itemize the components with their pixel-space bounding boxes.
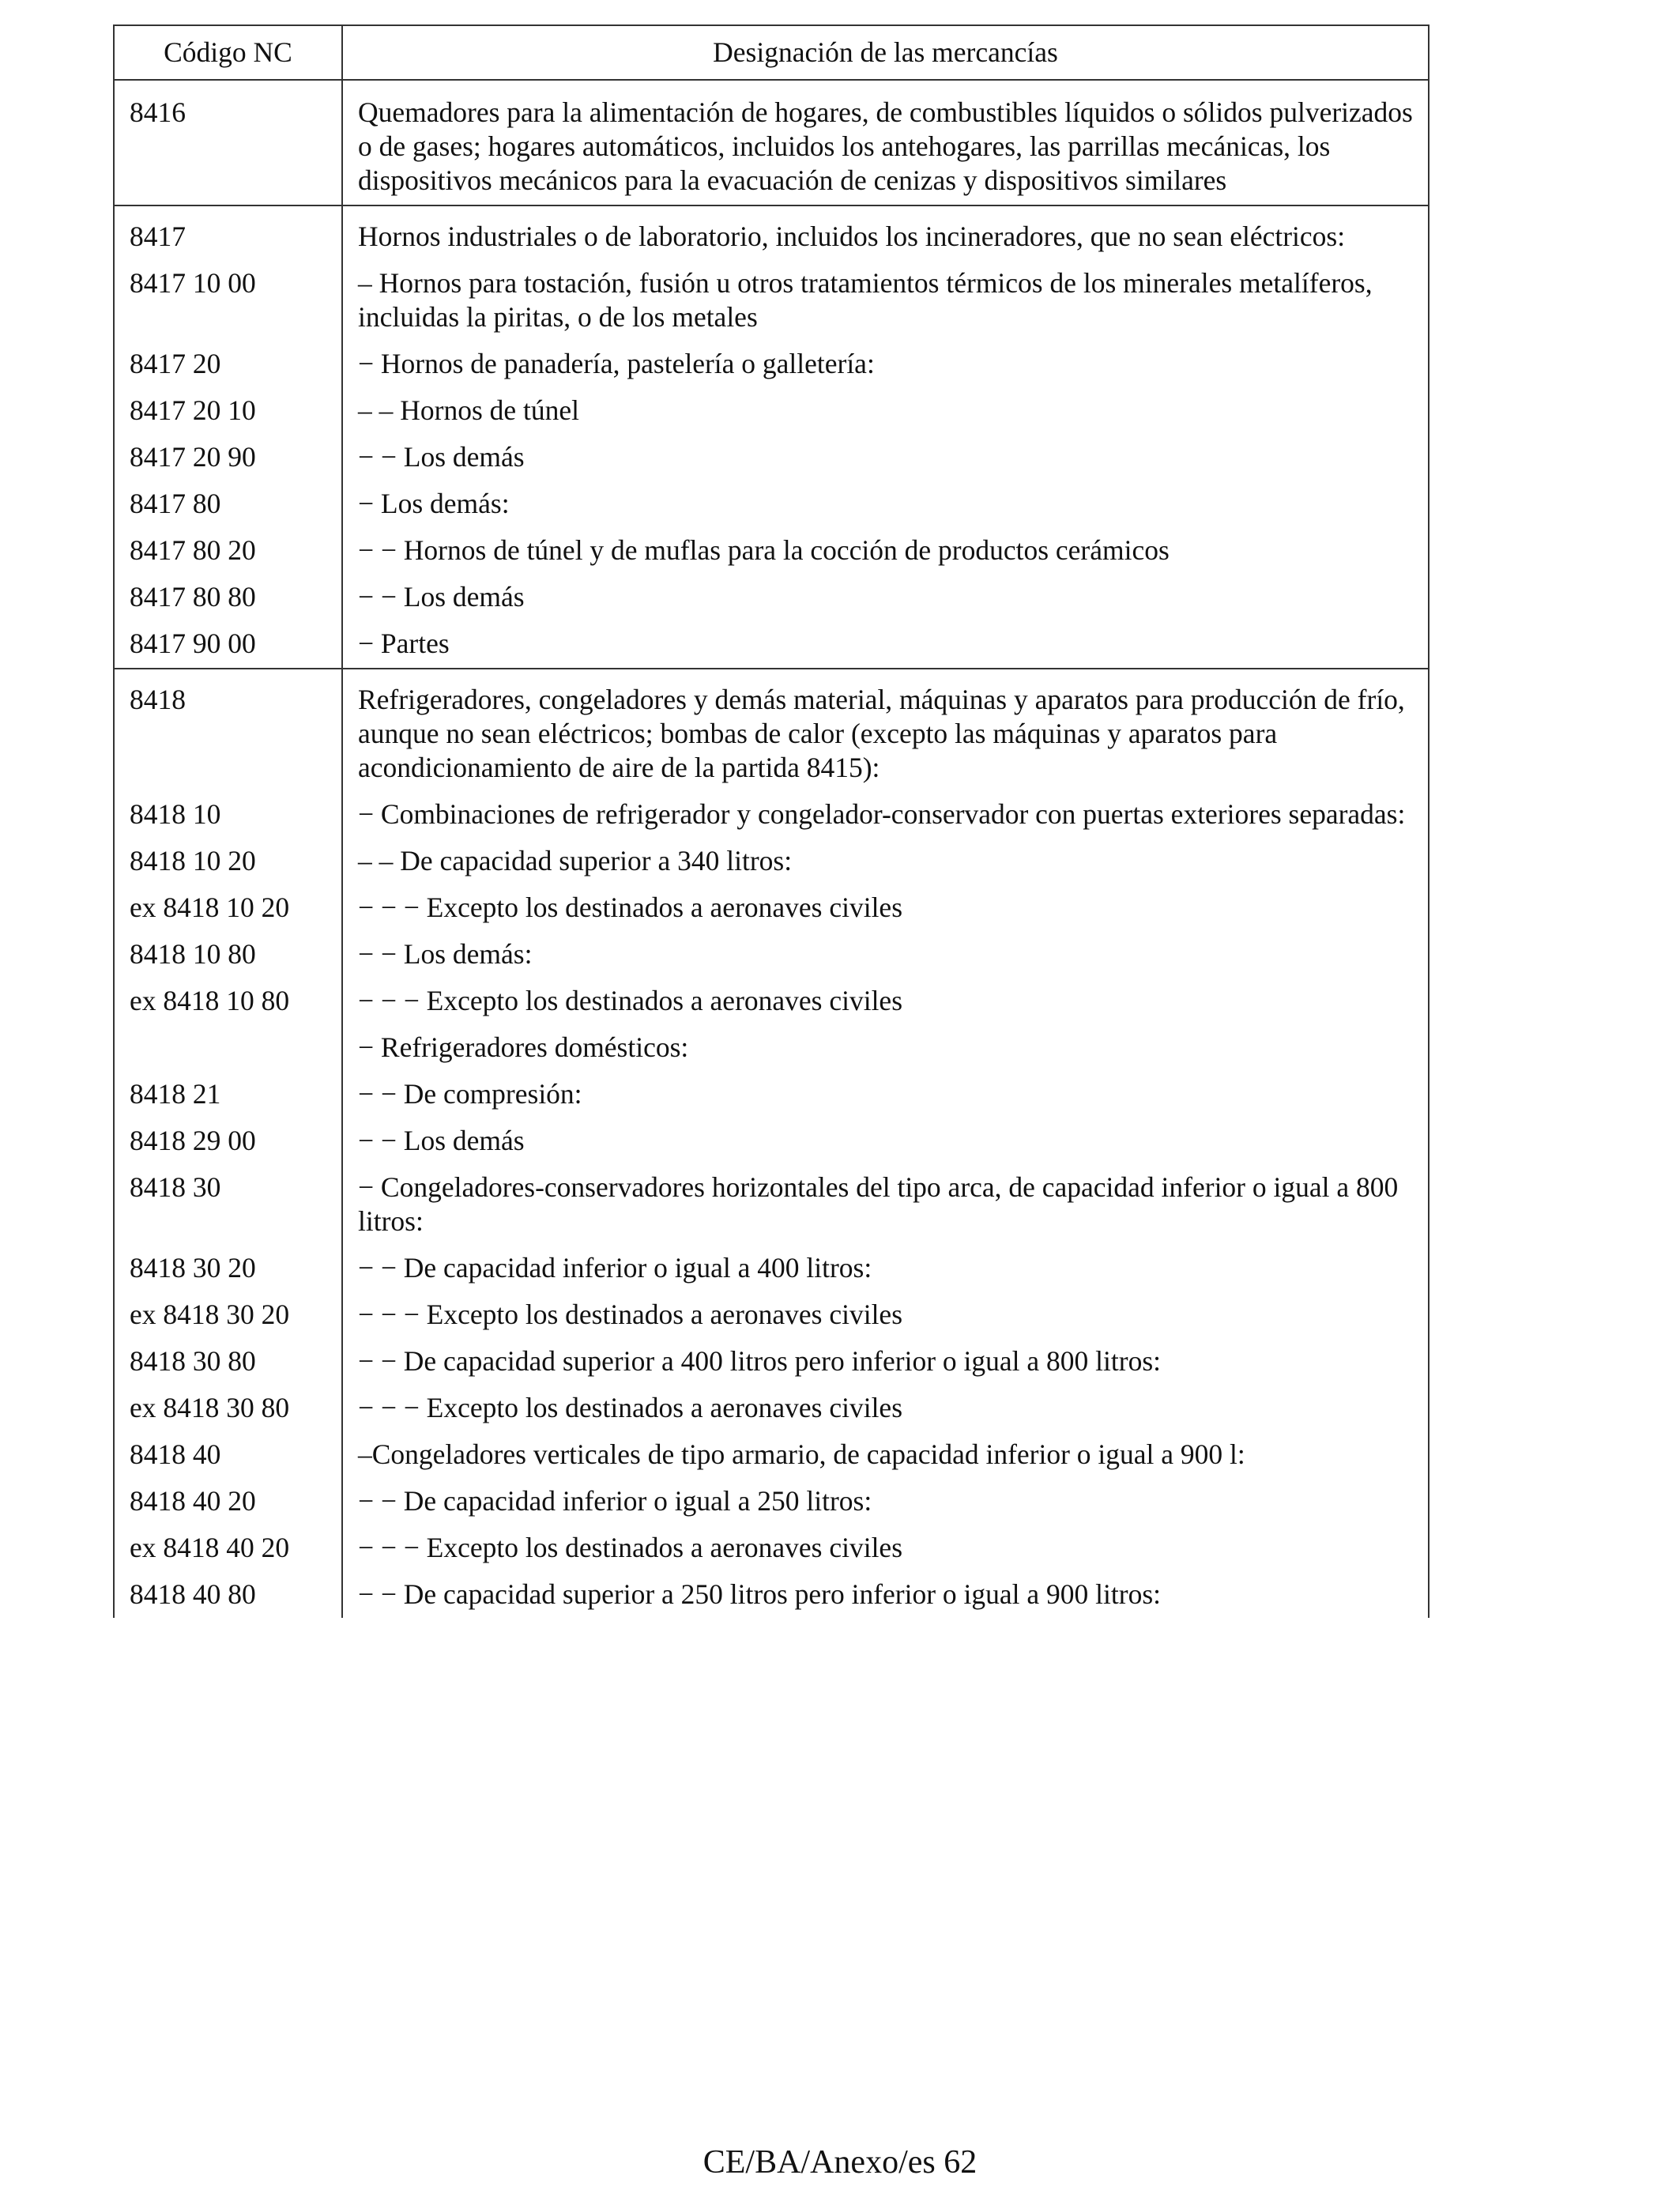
table-row [114, 1164, 1429, 1245]
goods-designation-cell [342, 791, 1429, 838]
goods-designation: –Congeladores verticales de tipo armario, de capacidad inferior o igual a 900 l: [358, 1438, 1245, 1470]
nc-code: 8418 30 20 [130, 1252, 256, 1284]
nc-code-cell [114, 1431, 342, 1478]
table-body [114, 80, 1429, 1618]
nc-code-cell [114, 1525, 342, 1571]
nc-code-cell [114, 1024, 342, 1071]
nc-code-cell [114, 1385, 342, 1431]
goods-designation-cell [342, 1525, 1429, 1571]
nc-code: 8418 29 00 [130, 1125, 256, 1156]
table-row [114, 669, 1429, 791]
table-row [114, 80, 1429, 205]
nc-code-cell [114, 884, 342, 931]
goods-designation-cell [342, 481, 1429, 527]
nc-code-cell [114, 1571, 342, 1618]
nc-code: 8418 40 80 [130, 1578, 256, 1610]
goods-designation-cell [342, 205, 1429, 260]
nc-code: 8418 10 [130, 798, 221, 830]
goods-designation-cell [342, 1478, 1429, 1525]
goods-designation-cell [342, 620, 1429, 669]
page-footer-reference: CE/BA/Anexo/es 62 [703, 2144, 977, 2181]
goods-designation: − − − Excepto los destinados a aeronaves civiles [358, 985, 903, 1016]
goods-designation-cell [342, 434, 1429, 481]
nc-code-cell [114, 1338, 342, 1385]
goods-designation: − Combinaciones de refrigerador y congelador-conservador con puertas exteriores separadas: [358, 798, 1406, 830]
goods-designation-cell [342, 1024, 1429, 1071]
nc-code-cell [114, 791, 342, 838]
table-row [114, 1571, 1429, 1618]
goods-designation-cell [342, 1118, 1429, 1164]
table-row [114, 978, 1429, 1024]
nc-code-cell [114, 931, 342, 978]
goods-designation-cell [342, 260, 1429, 341]
nc-code-cell [114, 838, 342, 884]
nc-code: 8417 10 00 [130, 267, 256, 299]
goods-designation: – – Hornos de túnel [358, 394, 580, 426]
nc-code-cell [114, 1164, 342, 1245]
nc-code-cell [114, 341, 342, 387]
nc-code: 8418 10 80 [130, 938, 256, 970]
table-row [114, 838, 1429, 884]
goods-designation: − − De capacidad superior a 250 litros pero inferior o igual a 900 litros: [358, 1578, 1161, 1610]
table-row [114, 1245, 1429, 1291]
goods-designation: − − Los demás [358, 1125, 525, 1156]
goods-designation: − − De compresión: [358, 1078, 582, 1110]
table-row [114, 387, 1429, 434]
nc-code: 8418 10 20 [130, 845, 256, 876]
goods-designation: − Partes [358, 628, 450, 659]
goods-designation-cell [342, 80, 1429, 205]
table-row [114, 1291, 1429, 1338]
nc-code-cell [114, 80, 342, 205]
nc-code: 8417 90 00 [130, 628, 256, 659]
goods-designation-cell [342, 978, 1429, 1024]
nc-code-cell [114, 574, 342, 620]
goods-designation-cell [342, 527, 1429, 574]
table-row [114, 205, 1429, 260]
nc-code-cell [114, 205, 342, 260]
nc-code-cell [114, 387, 342, 434]
nc-code-cell [114, 481, 342, 527]
goods-designation-cell [342, 838, 1429, 884]
goods-designation: − − De capacidad inferior o igual a 400 litros: [358, 1252, 872, 1284]
nc-code: 8418 30 80 [130, 1345, 256, 1377]
header-goods-designation: Designación de las mercancías [342, 25, 1429, 80]
nc-code-cell [114, 1245, 342, 1291]
nc-code: 8417 80 20 [130, 534, 256, 566]
nc-code-cell [114, 669, 342, 791]
goods-designation: – Hornos para tostación, fusión u otros tratamientos térmicos de los minerales metalíferos, incluidas la piritas, o de los metales [358, 267, 1373, 333]
goods-designation: − − Hornos de túnel y de muflas para la cocción de productos cerámicos [358, 534, 1170, 566]
goods-designation: − − − Excepto los destinados a aeronaves civiles [358, 1299, 903, 1330]
table-row [114, 434, 1429, 481]
nc-code-cell [114, 434, 342, 481]
goods-designation-cell [342, 669, 1429, 791]
table-row [114, 1118, 1429, 1164]
nc-code: 8417 20 [130, 348, 221, 379]
table-row [114, 574, 1429, 620]
nc-code: ex 8418 40 20 [130, 1532, 290, 1563]
nc-code: 8417 80 80 [130, 581, 256, 613]
nc-code: 8418 21 [130, 1078, 221, 1110]
table-row [114, 1024, 1429, 1071]
goods-designation: − − Los demás: [358, 938, 533, 970]
nc-code: ex 8418 30 80 [130, 1392, 290, 1423]
table-row [114, 1525, 1429, 1571]
goods-designation: − Los demás: [358, 488, 510, 519]
table-row [114, 260, 1429, 341]
nc-code-cell [114, 1118, 342, 1164]
nc-code: 8417 [130, 221, 186, 252]
goods-designation-cell [342, 884, 1429, 931]
goods-designation: − Congeladores-conservadores horizontales del tipo arca, de capacidad inferior o igual a 800 litros: [358, 1171, 1399, 1237]
nc-code: 8416 [130, 96, 186, 128]
table-row [114, 620, 1429, 669]
table-row [114, 481, 1429, 527]
goods-designation: − − − Excepto los destinados a aeronaves civiles [358, 1532, 903, 1563]
nc-code: 8418 30 [130, 1171, 221, 1203]
nc-code: 8417 20 90 [130, 441, 256, 473]
goods-designation: − Hornos de panadería, pastelería o galletería: [358, 348, 875, 379]
goods-designation-cell [342, 1385, 1429, 1431]
table-row [114, 1338, 1429, 1385]
goods-designation: Refrigeradores, congeladores y demás material, máquinas y aparatos para producción de frío, aunque no sean eléctricos; bombas de calor (excepto las máquinas y aparatos para acondicionamiento de aire de la partida 8415): [358, 684, 1405, 783]
nc-code: ex 8418 10 20 [130, 892, 290, 923]
goods-designation: − − − Excepto los destinados a aeronaves civiles [358, 1392, 903, 1423]
goods-designation-cell [342, 931, 1429, 978]
goods-designation: − − − Excepto los destinados a aeronaves civiles [358, 892, 903, 923]
goods-designation-cell [342, 574, 1429, 620]
goods-designation-cell [342, 341, 1429, 387]
nc-code-cell [114, 1291, 342, 1338]
goods-designation-cell [342, 1338, 1429, 1385]
goods-designation: Quemadores para la alimentación de hogares, de combustibles líquidos o sólidos pulverizados o de gases; hogares automáticos, incluidos los antehogares, las parrillas mecánicas, los dispositivos mecánicos para la evacuación de cenizas y dispositivos similares [358, 96, 1413, 196]
table-row [114, 1071, 1429, 1118]
nc-code: 8418 [130, 684, 186, 715]
nc-code-cell [114, 978, 342, 1024]
nc-code-cell [114, 527, 342, 574]
header-nc-code: Código NC [114, 25, 342, 80]
goods-designation-cell [342, 387, 1429, 434]
table-row [114, 527, 1429, 574]
goods-designation: – – De capacidad superior a 340 litros: [358, 845, 793, 876]
goods-designation: Hornos industriales o de laboratorio, incluidos los incineradores, que no sean eléctricos: [358, 221, 1346, 252]
goods-designation: − − Los demás [358, 441, 525, 473]
goods-designation-cell [342, 1164, 1429, 1245]
nc-code: 8417 80 [130, 488, 221, 519]
table-row [114, 884, 1429, 931]
goods-designation-cell [342, 1245, 1429, 1291]
nc-code-cell [114, 1071, 342, 1118]
nc-code-cell [114, 620, 342, 669]
nc-code-table [113, 25, 1430, 1618]
goods-designation: − − De capacidad inferior o igual a 250 litros: [358, 1485, 872, 1517]
goods-designation: − − Los demás [358, 581, 525, 613]
goods-designation: − − De capacidad superior a 400 litros pero inferior o igual a 800 litros: [358, 1345, 1161, 1377]
table-row [114, 931, 1429, 978]
nc-code: ex 8418 30 20 [130, 1299, 290, 1330]
goods-designation-cell [342, 1291, 1429, 1338]
table-row [114, 1478, 1429, 1525]
goods-designation-cell [342, 1071, 1429, 1118]
nc-code: 8417 20 10 [130, 394, 256, 426]
nc-code: 8418 40 20 [130, 1485, 256, 1517]
table-row [114, 1385, 1429, 1431]
table-row [114, 791, 1429, 838]
goods-designation-cell [342, 1571, 1429, 1618]
table-row [114, 1431, 1429, 1478]
table-header-row [114, 25, 1429, 80]
nc-code-cell [114, 1478, 342, 1525]
nc-code: ex 8418 10 80 [130, 985, 290, 1016]
goods-designation: − Refrigeradores domésticos: [358, 1031, 689, 1063]
goods-designation-cell [342, 1431, 1429, 1478]
nc-code-cell [114, 260, 342, 341]
nc-code: 8418 40 [130, 1438, 221, 1470]
table-row [114, 341, 1429, 387]
